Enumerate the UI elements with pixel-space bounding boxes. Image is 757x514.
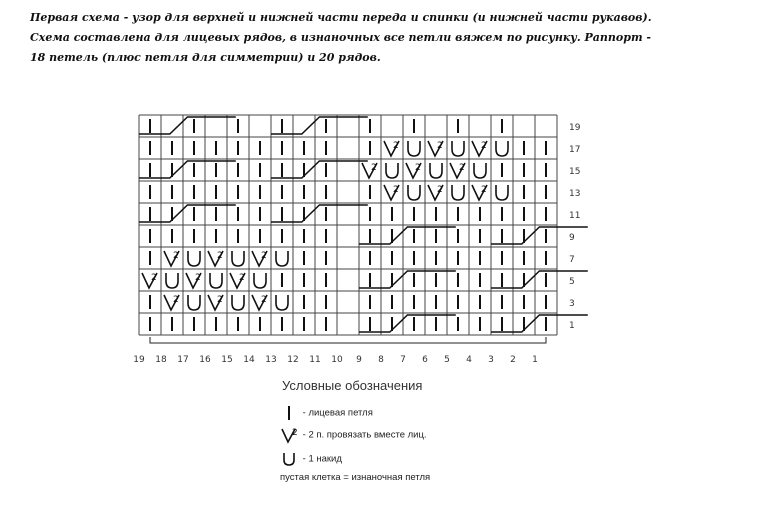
legend-k2tog bbox=[280, 426, 427, 444]
yarn-over-stitch bbox=[430, 163, 442, 178]
repeat-bracket bbox=[150, 337, 546, 343]
yarn-over-stitch bbox=[188, 251, 200, 266]
cable-cross-line bbox=[271, 205, 368, 222]
column-label: 15 bbox=[221, 355, 233, 365]
legend-k2tog-text: - 2 п. провязать вместе лиц. bbox=[302, 429, 427, 441]
cable-cross-line bbox=[359, 271, 456, 288]
k2tog-mark: 2 bbox=[481, 185, 487, 195]
yarn-over-stitch bbox=[276, 251, 288, 266]
k2tog-mark: 2 bbox=[239, 273, 245, 283]
row-label: 15 bbox=[569, 167, 581, 177]
legend-yo-text: - 1 накид bbox=[302, 453, 342, 465]
yarn-over-stitch bbox=[474, 163, 486, 178]
intro-line-3: 18 петель (плюс петля для симметрии) и 20 рядов. bbox=[30, 51, 381, 64]
row-label: 17 bbox=[569, 145, 581, 155]
row-label: 9 bbox=[569, 233, 575, 243]
cable-cross-line bbox=[271, 161, 368, 178]
k2tog-mark: 2 bbox=[195, 273, 201, 283]
column-label: 5 bbox=[444, 355, 450, 365]
column-label: 7 bbox=[400, 355, 406, 365]
yarn-over-stitch bbox=[166, 273, 178, 288]
cable-cross-line bbox=[359, 227, 456, 244]
k2tog-mark: 2 bbox=[217, 251, 223, 261]
yarn-over-stitch bbox=[188, 295, 200, 310]
row-label: 7 bbox=[569, 255, 575, 265]
k2tog-stitch-icon bbox=[280, 426, 300, 444]
column-label: 2 bbox=[510, 355, 516, 365]
intro-line-2: Схема составлена для лицевых рядов, в изнаночных все петли вяжем по рисунку. Раппорт - bbox=[30, 31, 651, 44]
legend-knit-text: - лицевая петля bbox=[302, 407, 373, 419]
k2tog-mark: 2 bbox=[261, 251, 267, 261]
column-label: 18 bbox=[155, 355, 167, 365]
legend-title: Условные обозначения bbox=[282, 378, 423, 393]
k2tog-mark: 2 bbox=[371, 163, 377, 173]
k2tog-mark: 2 bbox=[481, 141, 487, 151]
k2tog-mark: 2 bbox=[437, 141, 443, 151]
k2tog-mark: 2 bbox=[173, 295, 179, 305]
k2tog-mark: 2 bbox=[437, 185, 443, 195]
k2tog-mark: 2 bbox=[459, 163, 465, 173]
yarn-over-icon bbox=[280, 451, 300, 467]
k2tog-mark: 2 bbox=[292, 428, 298, 438]
column-label: 16 bbox=[199, 355, 211, 365]
column-label: 13 bbox=[265, 355, 277, 365]
yarn-over-stitch bbox=[232, 251, 244, 266]
yarn-over-stitch bbox=[496, 141, 508, 156]
row-label: 11 bbox=[569, 211, 581, 221]
row-label: 1 bbox=[569, 321, 575, 331]
cable-cross-line bbox=[139, 161, 236, 178]
yarn-over-stitch bbox=[254, 273, 266, 288]
k2tog-mark: 2 bbox=[261, 295, 267, 305]
column-label: 6 bbox=[422, 355, 428, 365]
cable-cross-line bbox=[139, 205, 236, 222]
intro-line-1: Первая схема - узор для верхней и нижней части переда и спинки (и нижней части рукавов). bbox=[30, 11, 652, 24]
k2tog-mark: 2 bbox=[173, 251, 179, 261]
knit-stitch-icon bbox=[280, 405, 300, 421]
yarn-over-stitch bbox=[386, 163, 398, 178]
column-label: 1 bbox=[532, 355, 538, 365]
k2tog-mark: 2 bbox=[151, 273, 157, 283]
column-label: 10 bbox=[331, 355, 343, 365]
cable-cross-line bbox=[139, 117, 236, 134]
yarn-over-stitch bbox=[210, 273, 222, 288]
column-label: 4 bbox=[466, 355, 472, 365]
column-label: 14 bbox=[243, 355, 255, 365]
column-label: 19 bbox=[133, 355, 145, 365]
row-label: 5 bbox=[569, 277, 575, 287]
legend-yo bbox=[280, 451, 342, 467]
row-label: 13 bbox=[569, 189, 581, 199]
yarn-over-stitch bbox=[408, 185, 420, 200]
legend-empty bbox=[280, 472, 430, 483]
yarn-over-stitch bbox=[496, 185, 508, 200]
column-label: 9 bbox=[356, 355, 362, 365]
column-label: 11 bbox=[309, 355, 321, 365]
yarn-over-stitch bbox=[276, 295, 288, 310]
column-label: 8 bbox=[378, 355, 384, 365]
row-label: 3 bbox=[569, 299, 575, 309]
legend-knit bbox=[280, 405, 373, 421]
legend-empty-text: пустая клетка = изнаночная петля bbox=[280, 472, 431, 483]
yarn-over-stitch bbox=[408, 141, 420, 156]
column-label: 12 bbox=[287, 355, 299, 365]
k2tog-mark: 2 bbox=[393, 141, 399, 151]
column-label: 3 bbox=[488, 355, 494, 365]
yarn-over-stitch bbox=[232, 295, 244, 310]
k2tog-mark: 2 bbox=[393, 185, 399, 195]
column-label: 17 bbox=[177, 355, 189, 365]
yarn-over-stitch bbox=[452, 185, 464, 200]
row-label: 19 bbox=[569, 123, 581, 133]
k2tog-mark: 2 bbox=[415, 163, 421, 173]
cable-cross-line bbox=[359, 315, 456, 332]
cable-cross-line bbox=[271, 117, 368, 134]
yarn-over-stitch bbox=[452, 141, 464, 156]
k2tog-mark: 2 bbox=[217, 295, 223, 305]
